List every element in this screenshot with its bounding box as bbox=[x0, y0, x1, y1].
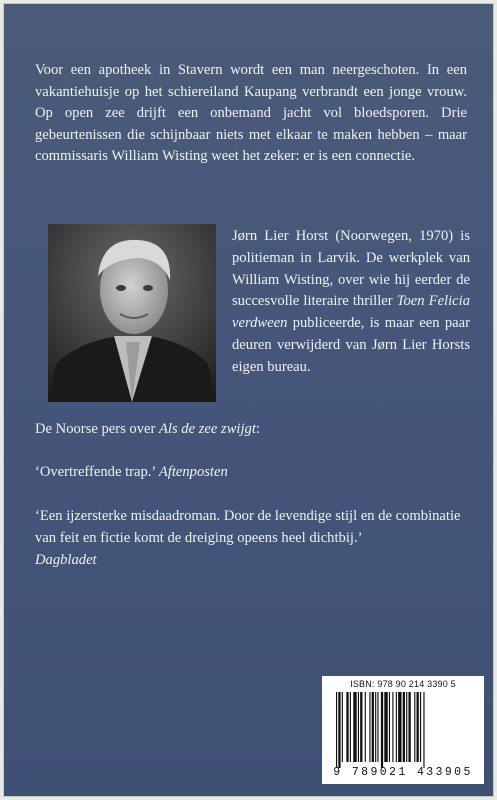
author-bio-text: Jørn Lier Horst (Noorwegen, 1970) is politieman in Larvik. De werkplek van William Wisting, over wie hij eerder de succesvolle literaire thriller bbox=[232, 228, 470, 310]
barcode-bar bbox=[336, 692, 337, 768]
press-colon: : bbox=[255, 421, 260, 437]
barcode-bar bbox=[392, 692, 393, 762]
barcode-digits: 9 789021 433905 bbox=[333, 766, 473, 779]
barcode-bar bbox=[369, 692, 370, 762]
barcode-bar bbox=[365, 692, 366, 762]
barcode-bar bbox=[414, 692, 415, 762]
barcode-bar bbox=[372, 692, 374, 762]
author-photo bbox=[48, 224, 216, 402]
barcode-bar bbox=[406, 692, 407, 762]
quote-dagbladet bbox=[35, 506, 467, 571]
press-intro-text: De Noorse pers over bbox=[35, 421, 160, 437]
barcode-bar bbox=[384, 692, 387, 762]
author-bio bbox=[232, 226, 470, 379]
barcode-bar bbox=[408, 692, 410, 762]
barcode-bar bbox=[358, 692, 359, 762]
quote-source: Aftenposten bbox=[158, 464, 228, 480]
back-cover bbox=[4, 4, 493, 796]
quote-text: ‘Overtreffende trap.’ bbox=[35, 464, 159, 480]
barcode-bar bbox=[389, 692, 390, 762]
quote-text: ‘Een ijzersterke misdaadroman. Door de levendige stijl en de combinatie van feit en fictie komt de dreiging opeens heel dichtbij.’ bbox=[35, 508, 461, 546]
blurb-text: Voor een apotheek in Stavern wordt een man neergeschoten. In een vakantiehuisje op het schiereiland Kaupang verbrandt een jonge vrouw. Op open zee drijft een onbemand jacht vol bloedsporen. Drie gebeurtenissen die schijnbaar niets met elkaar te maken hebben – maar commissaris William Wisting weet het zeker: er is een connectie. bbox=[35, 62, 467, 165]
barcode-bar bbox=[350, 692, 351, 762]
barcode-bar bbox=[381, 692, 383, 768]
author-portrait-image bbox=[48, 224, 216, 402]
barcode-bar bbox=[420, 692, 421, 762]
barcode-bar bbox=[396, 692, 397, 762]
press-book-title: Als de zee zwijgt bbox=[159, 421, 256, 437]
barcode-bar bbox=[403, 692, 405, 762]
barcode-bar bbox=[346, 692, 348, 762]
barcode-bar bbox=[377, 692, 378, 762]
quote-source: Dagbladet bbox=[35, 551, 97, 568]
barcode-bar bbox=[338, 692, 340, 768]
book-title: Toen Felicia verdween bbox=[232, 293, 470, 332]
author-bio-text-end: publiceerde, is maar een paar deuren verwijderd van Jørn Lier Horsts eigen bureau. bbox=[232, 315, 470, 375]
barcode-bar bbox=[342, 692, 343, 762]
barcode-bar bbox=[360, 692, 362, 762]
isbn-label: ISBN: 978 90 214 3390 5 bbox=[350, 679, 456, 689]
press-intro bbox=[35, 419, 260, 441]
barcode-bar bbox=[353, 692, 356, 762]
barcode-bar bbox=[417, 692, 419, 762]
barcode-bar bbox=[398, 692, 401, 762]
barcode bbox=[322, 676, 484, 784]
barcode-bar bbox=[423, 692, 424, 768]
quote-aftenposten bbox=[35, 462, 228, 484]
barcode-bar bbox=[375, 692, 376, 762]
